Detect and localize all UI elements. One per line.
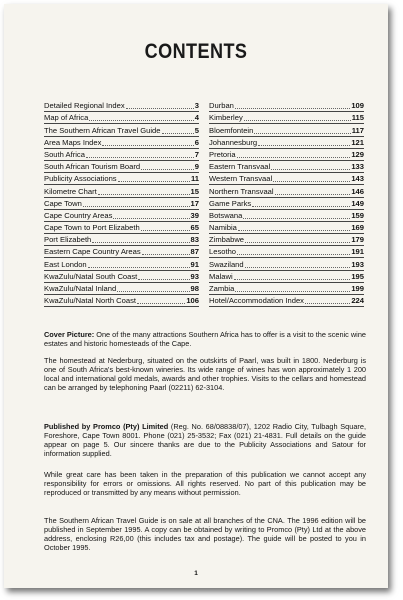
toc-entry-label: Hotel/Accommodation Index — [209, 296, 304, 306]
toc-entry-label: Publicity Associations — [44, 174, 117, 184]
toc-entry — [44, 173, 199, 185]
toc-entry-page: 87 — [190, 247, 199, 257]
toc-leader-dots — [238, 229, 350, 231]
toc-leader-dots — [89, 119, 193, 121]
toc-leader-dots — [305, 302, 350, 304]
toc-entry-label: Port Elizabeth — [44, 235, 92, 245]
page-title: CONTENTS — [144, 40, 248, 63]
toc-leader-dots — [235, 290, 350, 292]
toc-entry-page: 143 — [351, 174, 364, 184]
toc-entry-label: Zambia — [209, 284, 235, 293]
toc-entry-page: 115 — [351, 113, 364, 123]
cover-picture-heading: Cover Picture: — [44, 330, 95, 339]
toc-entry-page: 199 — [351, 284, 364, 293]
toc-entry — [209, 173, 364, 185]
toc-entry — [44, 149, 199, 161]
toc-entry-page: 6 — [194, 137, 199, 147]
toc-entry-page: 133 — [351, 162, 364, 172]
toc-entry-label: The Southern African Travel Guide — [44, 125, 161, 135]
toc-leader-dots — [83, 205, 190, 207]
toc-entry-page: 11 — [190, 174, 199, 184]
toc-entry — [44, 283, 199, 295]
toc-entry-label: Area Maps Index — [44, 137, 102, 147]
toc-leader-dots — [86, 156, 194, 158]
toc-entry — [209, 137, 364, 149]
toc-leader-dots — [113, 217, 189, 219]
toc-entry-page: 91 — [190, 259, 199, 269]
toc-entry — [209, 149, 364, 161]
toc-entry-label: Pretoria — [209, 149, 236, 159]
toc-entry — [44, 124, 199, 136]
toc-entry-page: 129 — [351, 149, 364, 159]
toc-entry — [209, 295, 364, 307]
toc-leader-dots — [243, 217, 350, 219]
toc-entry-page: 5 — [194, 125, 199, 135]
toc-entry-label: Botswana — [209, 210, 243, 220]
toc-entry — [44, 295, 199, 307]
toc-entry — [209, 246, 364, 258]
toc-entry-page: 179 — [351, 235, 364, 245]
toc-entry-label: South African Tourism Board — [44, 162, 141, 172]
toc-entry-page: 224 — [351, 296, 364, 306]
toc-entry-page: 191 — [351, 247, 364, 257]
toc-entry-page: 106 — [186, 296, 199, 306]
toc-entry — [44, 210, 199, 222]
toc-leader-dots — [271, 168, 350, 170]
toc-entry — [209, 222, 364, 234]
toc-leader-dots — [258, 144, 350, 146]
toc-leader-dots — [126, 107, 194, 109]
toc-entry-label: Lesotho — [209, 247, 237, 257]
toc-entry-label: KwaZulu/Natal South Coast — [44, 271, 138, 281]
toc-entry — [209, 271, 364, 283]
toc-entry-label: Map of Africa — [44, 113, 89, 123]
toc-entry — [209, 210, 364, 222]
toc-leader-dots — [162, 132, 194, 134]
sale-info-paragraph: The Southern African Travel Guide is on sale at all branches of the CNA. The 1996 edition will be published in September 1995. A copy can be obtained by writing to Promco (Pty) Ltd at the above address, enclosing R26,00 (this includes tax and postage). The guide will be posted to you in October 1995. — [44, 516, 366, 553]
toc-leader-dots — [273, 180, 350, 182]
toc-entry-label: Zimbabwe — [209, 235, 245, 245]
toc-entry-label: Cape Town to Port Elizabeth — [44, 223, 140, 233]
toc-entry-label: Cape Town — [44, 198, 82, 208]
toc-leader-dots — [235, 107, 350, 109]
toc-entry-page: 15 — [190, 186, 199, 196]
toc-entry — [209, 100, 364, 112]
toc-entry-page: 146 — [351, 186, 364, 196]
toc-entry-label: Detailed Regional Index — [44, 101, 125, 111]
toc-entry-page: 17 — [190, 198, 199, 208]
toc-entry — [44, 100, 199, 112]
toc-leader-dots — [138, 278, 189, 280]
toc-leader-dots — [252, 205, 350, 207]
toc-entry-page: 93 — [190, 271, 199, 281]
toc-leader-dots — [141, 168, 194, 170]
toc-entry-page: 149 — [351, 198, 364, 208]
toc-entry-label: East London — [44, 259, 87, 269]
toc-leader-dots — [254, 132, 350, 134]
toc-entry — [209, 258, 364, 270]
toc-entry — [209, 283, 364, 295]
toc-entry-label: Northern Transvaal — [209, 186, 274, 196]
toc-entry — [44, 112, 199, 124]
toc-entry — [44, 271, 199, 283]
toc-leader-dots — [234, 278, 351, 280]
toc-entry-page: 193 — [351, 259, 364, 269]
toc-entry — [209, 198, 364, 210]
toc-right-column — [209, 100, 364, 307]
toc-entry — [44, 161, 199, 173]
toc-entry — [44, 246, 199, 258]
toc-entry-label: Game Parks — [209, 198, 252, 208]
toc-entry-label: Malawi — [209, 271, 233, 281]
toc-leader-dots — [237, 156, 351, 158]
toc-leader-dots — [118, 180, 190, 182]
toc-entry-page: 65 — [190, 223, 199, 233]
toc-entry-label: KwaZulu/Natal North Coast — [44, 296, 137, 306]
toc-entry — [44, 185, 199, 197]
toc-entry-page: 109 — [351, 101, 364, 111]
toc-entry-label: KwaZulu/Natal Inland — [44, 284, 117, 293]
toc-entry-label: Johannesburg — [209, 137, 258, 147]
toc-entry-page: 39 — [190, 210, 199, 220]
toc-entry-page: 83 — [190, 235, 199, 245]
toc-leader-dots — [141, 229, 190, 231]
toc-entry-label: Cape Country Areas — [44, 210, 113, 220]
toc-leader-dots — [245, 241, 350, 243]
toc-entry — [44, 234, 199, 246]
toc-entry-page: 9 — [194, 162, 199, 172]
toc-entry-label: Eastern Transvaal — [209, 162, 271, 172]
toc-entry-label: Swaziland — [209, 259, 244, 269]
toc-entry-page: 159 — [351, 210, 364, 220]
toc-leader-dots — [88, 266, 190, 268]
toc-leader-dots — [244, 119, 351, 121]
toc-entry — [44, 137, 199, 149]
toc-entry — [209, 185, 364, 197]
toc-leader-dots — [137, 302, 185, 304]
toc-leader-dots — [102, 144, 193, 146]
toc-entry-label: Western Transvaal — [209, 174, 273, 184]
cover-picture-paragraph — [44, 330, 366, 348]
toc-entry-page: 195 — [351, 271, 364, 281]
homestead-paragraph: The homestead at Nederburg, situated on the outskirts of Paarl, was built in 1800. Nederburg is one of South Africa's best-known wineries. Its wide range of wines has won approximately 1 200 local and international gold medals, awards and other trophies. Visits to the cellars and homestead can be arranged by telephoning Paarl (02211) 62-3104. — [44, 356, 366, 393]
toc-entry — [209, 124, 364, 136]
toc-entry — [209, 112, 364, 124]
toc-entry-label: Namibia — [209, 223, 237, 233]
toc-leader-dots — [92, 241, 189, 243]
toc-entry-label: Bloemfontein — [209, 125, 254, 135]
disclaimer-paragraph: While great care has been taken in the preparation of this publication we cannot accept any responsibility for errors or omissions. All rights reserved. No part of this publication may be reproduced or transmitted by any means without permission. — [44, 470, 366, 498]
toc-entry-page: 3 — [194, 101, 199, 111]
toc-entry-page: 117 — [351, 125, 364, 135]
toc-entry — [209, 161, 364, 173]
toc-leader-dots — [98, 193, 190, 195]
toc-entry-page: 7 — [194, 149, 199, 159]
publisher-paragraph — [44, 422, 366, 458]
toc-entry — [209, 234, 364, 246]
toc-entry-label: Kimberley — [209, 113, 243, 123]
toc-leader-dots — [245, 266, 351, 268]
toc-entry-page: 169 — [351, 223, 364, 233]
toc-left-column — [44, 100, 199, 307]
toc-leader-dots — [275, 193, 351, 195]
toc-leader-dots — [117, 290, 189, 292]
toc-entry-label: Eastern Cape Country Areas — [44, 247, 141, 257]
toc-entry — [44, 222, 199, 234]
toc-entry-page: 4 — [194, 113, 199, 123]
toc-entry-label: South Africa — [44, 149, 85, 159]
publisher-heading: Published by Promco (Pty) Limited — [44, 422, 169, 431]
document-page — [4, 4, 388, 588]
toc-entry — [44, 198, 199, 210]
toc-entry — [44, 258, 199, 270]
toc-entry-page: 98 — [190, 284, 199, 293]
cover-picture-text: One of the many attractions Southern Africa has to offer is a visit to the scenic wine estates and historic homesteads of the Cape. — [44, 330, 366, 349]
toc-entry-label: Durban — [209, 101, 234, 111]
toc-entry-label: Kilometre Chart — [44, 186, 97, 196]
toc-leader-dots — [237, 253, 350, 255]
toc-entry-page: 121 — [351, 137, 364, 147]
toc-leader-dots — [142, 253, 190, 255]
publisher-text: (Reg. No. 68/08838/07), 1202 Radio City, Tulbagh Square, Foreshore, Cape Town 8001. Phone (021) 25-3532; Fax (021) 21-4831. Full details on the guide appear on page 5. Our sincere thanks are due to the Publicity Associations and Satour for information supplied. — [44, 422, 366, 459]
page-number: 1 — [194, 570, 198, 577]
